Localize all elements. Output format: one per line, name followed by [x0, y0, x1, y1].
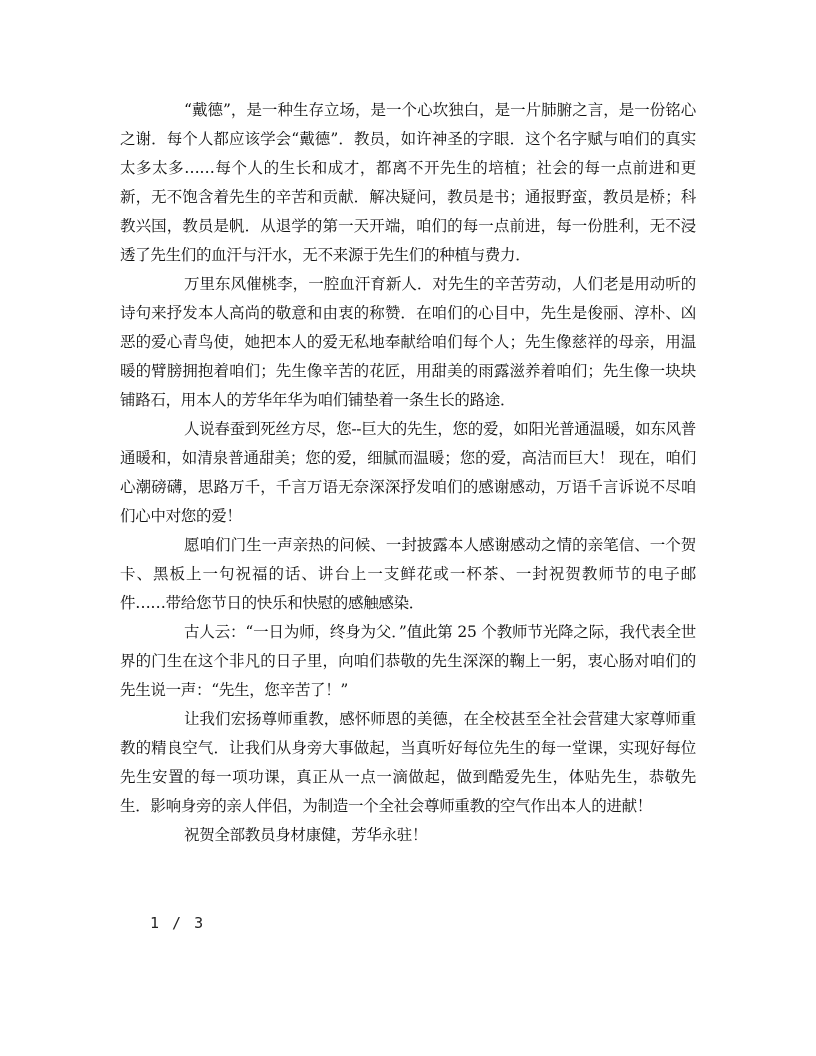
paragraph-4: 愿咱们门生一声亲热的问候、一封披露本人感谢感动之情的亲笔信、一个贺卡、黑板上一句祝福的话、讲台上一支鲜花或一杯茶、一封祝贺教师节的电子邮件……带给您节日的快乐和快慰的感触感染． [120, 536, 696, 612]
paragraph-1: “戴德”，是一种生存立场，是一个心坎独白，是一片肺腑之言，是一份铭心之谢．每个人都应该学会“戴德”．教员，如许神圣的字眼．这个名字赋与咱们的真实太多太多……每个人的生长和成才，都离不开先生的培植；社会的每一点前进和更新，无不饱含着先生的辛苦和贡献．解决疑问，教员是书；通报野蛮，教员是桥；科教兴国，教员是帆．从退学的第一天开端，咱们的每一点前进，每一份胜利，无不浸透了先生们的血汗与汗水，无不来源于先生们的种植与费力． [120, 101, 696, 264]
paragraph-7: 祝贺全部教员身材康健，芳华永驻！ [184, 826, 428, 844]
paragraph-5: 古人云：“一日为师，终身为父．”值此第 25 个教师节光降之际，我代表全世界的门生在这个非凡的日子里，向咱们恭敬的先生深深的鞠上一躬，衷心肠对咱们的先生说一声：“先生，您辛苦了！” [120, 623, 696, 699]
paragraph-2: 万里东风催桃李，一腔血汗育新人．对先生的辛苦劳动，人们老是用动听的诗句来抒发本人高尚的敬意和由衷的称赞．在咱们的心目中，先生是俊丽、淳朴、凶恶的爱心青鸟使，她把本人的爱无私地奉献给咱们每个人；先生像慈祥的母亲，用温暖的臂膀拥抱着咱们；先生像辛苦的花匠，用甜美的雨露滋养着咱们；先生像一块块铺路石，用本人的芳华年华为咱们铺垫着一条生长的路途． [120, 275, 696, 409]
paragraph-6: 让我们宏扬尊师重教，感怀师恩的美德，在全校甚至全社会营建大家尊师重教的精良空气．让我们从身旁大事做起，当真听好每位先生的每一堂课，实现好每位先生安置的每一项功课，真正从一点一滴做起，做到酷爱先生，体贴先生，恭敬先生．影响身旁的亲人伴侣，为制造一个全社会尊师重教的空气作出本人的进献！ [120, 710, 696, 815]
document-body [120, 96, 696, 850]
paragraph-3: 人说春蚕到死丝方尽，您--巨大的先生，您的爱，如阳光普通温暖，如东风普通暖和，如清泉普通甜美；您的爱，细腻而温暖；您的爱，高洁而巨大！ 现在，咱们心潮磅礴，思路万千，千言万语无奈深深抒发咱们的感谢感动，万语千言诉说不尽咱们心中对您的爱！ [120, 420, 696, 525]
page-number: 1 / 3 [150, 914, 206, 932]
